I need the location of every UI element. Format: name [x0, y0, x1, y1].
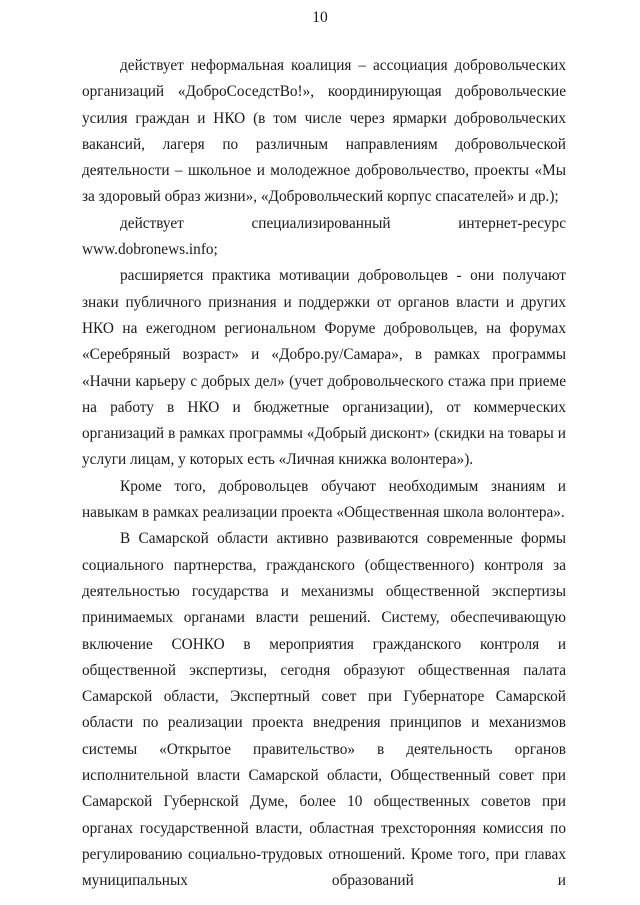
paragraph-motivation: расширяется практика мотивации добровольцев - они получают знаки публичного признания и поддержки от органов власти и других НКО на ежегодном региональном Форуме добровольцев, на форумах «Серебряный возраст» и «Добро.ру/Самара», в рамках программы «Начни карьеру с добрых дел» (учет добровольческого стажа при приеме на работу в НКО и бюджетные организации), от коммерческих организаций в рамках программы «Добрый дисконт» (скидки на товары и услуги лицам, у которых есть «Личная книжка волонтера»).: [82, 267, 566, 469]
paragraph-training: Кроме того, добровольцев обучают необходимым знаниям и навыкам в рамках реализации проекта «Общественная школа волонтера».: [82, 477, 566, 522]
paragraph-partnership: В Самарской области активно развиваются современные формы социального партнерства, гражданского (общественного) контроля за деятельностью государства и механизмы общественной экспертизы принимаемых органами власти решений. Систему, обеспечивающую включение СОНКО в мероприятия гражданского контроля и общественной экспертизы, сегодня образуют общественная палата Самарской области, Экспертный совет при Губернаторе Самарской области по реализации проекта внедрения принципов и механизмов системы «Открытое правительство» в деятельность органов исполнительной власти Самарской области, Общественный совет при Самарской Губернской Думе, более 10 общественных советов при органах государственной власти, областная трехсторонняя комиссия по регулированию социально-трудовых отношений. Кроме того, при главах муниципальных образований и: [82, 530, 566, 890]
paragraph-coalition: действует неформальная коалиция – ассоциация добровольческих организаций «ДоброСоседстВо!», координирующая добровольческие усилия граждан и НКО (в том числе через ярмарки добровольческих вакансий, лагеря по различным направлениям добровольческой деятельности – школьное и молодежное добровольчество, проекты «Мы за здоровый образ жизни», «Добровольческий корпус спасателей» и др.);: [82, 57, 566, 206]
body-text: [82, 53, 566, 895]
paragraph-internet-resource: действует специализированный интернет-ресурс www.dobronews.info;: [82, 214, 566, 259]
page-number: 10: [312, 9, 328, 26]
